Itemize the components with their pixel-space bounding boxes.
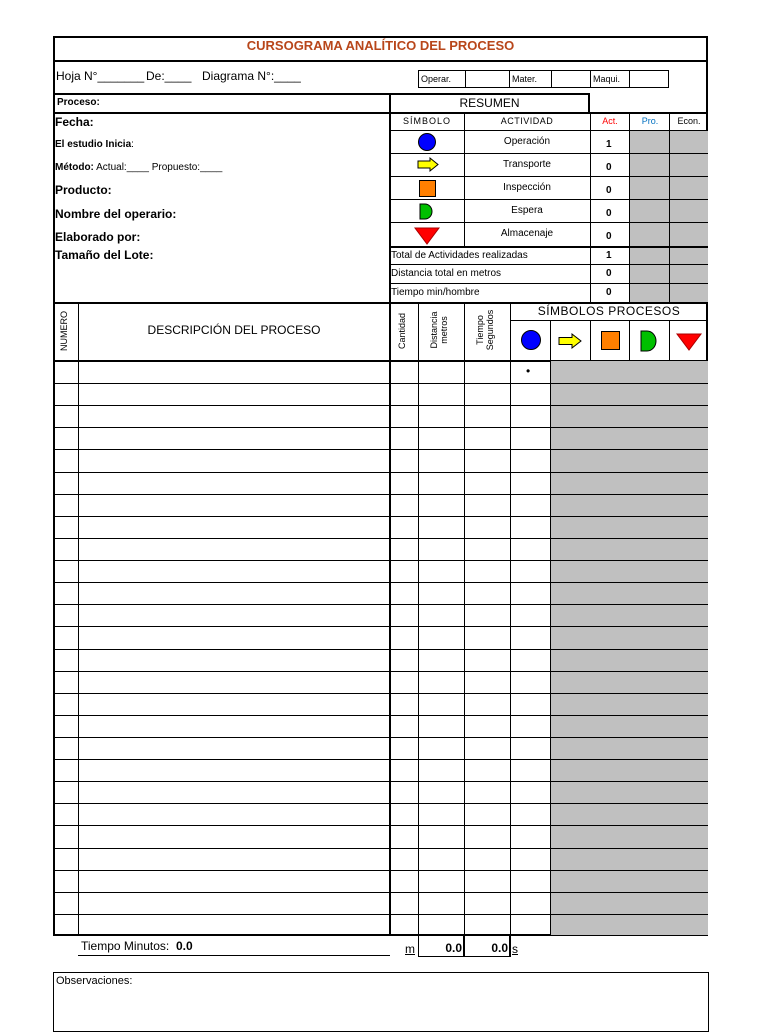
operar-value-box[interactable] bbox=[465, 70, 510, 88]
title-divider bbox=[53, 60, 708, 62]
footer-underline bbox=[418, 956, 510, 957]
distancia-total-label: Distancia total en metros bbox=[391, 268, 502, 279]
col-actividad: ACTIVIDAD bbox=[500, 116, 554, 126]
col-pro: Pro. bbox=[641, 116, 659, 126]
resumen-row-line bbox=[390, 246, 708, 248]
producto-label: Producto: bbox=[55, 183, 112, 197]
table-row bbox=[53, 803, 708, 804]
act-inspeccion: 0 bbox=[606, 185, 612, 196]
estudio-label: El estudio Inicia bbox=[55, 139, 132, 150]
square-icon bbox=[419, 180, 436, 197]
d-icon bbox=[640, 330, 658, 352]
table-row bbox=[53, 604, 708, 605]
table-row bbox=[53, 582, 708, 583]
col-simbolo: SÍMBOLO bbox=[402, 116, 451, 126]
hoja-label: Hoja N°_______ bbox=[56, 69, 145, 83]
tiempo-total-footer: 0.0 bbox=[491, 941, 508, 955]
d-icon bbox=[419, 203, 433, 220]
main-vertical-divider bbox=[389, 93, 391, 936]
fecha-label: Fecha: bbox=[55, 115, 94, 129]
de-label: De:____ bbox=[146, 69, 192, 83]
table-row bbox=[53, 671, 708, 672]
first-row-mark: • bbox=[526, 364, 531, 378]
simbolos-title: SÍMBOLOS PROCESOS bbox=[537, 304, 681, 318]
metodo-label: Método: bbox=[55, 162, 94, 173]
m-unit: m bbox=[405, 942, 415, 956]
col-econ: Econ. bbox=[677, 116, 701, 126]
estudio-row bbox=[55, 139, 134, 150]
total-actividades-label: Total de Actividades realizadas bbox=[391, 250, 528, 261]
resumen-row-line bbox=[390, 264, 708, 265]
table-row bbox=[53, 693, 708, 694]
square-icon bbox=[601, 331, 620, 350]
act-espera: 0 bbox=[606, 208, 612, 219]
mater-value-box[interactable] bbox=[551, 70, 591, 88]
table-row bbox=[53, 516, 708, 517]
footer-v3 bbox=[509, 936, 511, 957]
actividad-transporte: Transporte bbox=[503, 159, 551, 170]
footer-v1 bbox=[418, 936, 419, 957]
table-row bbox=[53, 383, 708, 384]
tiempo-total-label: Tiempo min/hombre bbox=[391, 287, 480, 298]
actividad-inspeccion: Inspección bbox=[503, 182, 551, 193]
actividad-espera: Espera bbox=[511, 205, 543, 216]
resumen-v2 bbox=[590, 112, 591, 302]
resumen-row-line bbox=[390, 176, 708, 177]
diagrama-label: Diagrama N°:____ bbox=[202, 69, 301, 83]
resumen-gray-split bbox=[669, 131, 670, 302]
col-line-distancia bbox=[464, 302, 465, 936]
col-numero: NUMERO bbox=[59, 311, 69, 351]
table-row bbox=[53, 427, 708, 428]
col-cantidad: Cantidad bbox=[397, 312, 407, 350]
table-row bbox=[53, 560, 708, 561]
resumen-row-line bbox=[390, 199, 708, 200]
table-row bbox=[53, 870, 708, 871]
table-row bbox=[53, 405, 708, 406]
circle-icon bbox=[521, 330, 541, 350]
act-almacenaje: 0 bbox=[606, 231, 612, 242]
table-row bbox=[53, 759, 708, 760]
table-row bbox=[53, 449, 708, 450]
metodo-options: Actual:____ Propuesto:____ bbox=[93, 162, 223, 173]
table-row bbox=[53, 825, 708, 826]
distancia-total-footer: 0.0 bbox=[445, 941, 462, 955]
act-transporte: 0 bbox=[606, 162, 612, 173]
table-row bbox=[53, 538, 708, 539]
col-line-numero bbox=[78, 302, 79, 936]
tiempo-minutos-value: 0.0 bbox=[175, 939, 193, 953]
resumen-row-line bbox=[390, 283, 708, 284]
total-actividades-value: 1 bbox=[606, 250, 612, 261]
maqui-value-box[interactable] bbox=[629, 70, 669, 88]
resumen-title: RESUMEN bbox=[459, 96, 520, 110]
proceso-label: Proceso: bbox=[57, 97, 100, 108]
metodo-row bbox=[55, 162, 222, 173]
col-line-tiempo bbox=[510, 302, 511, 936]
table-row bbox=[53, 781, 708, 782]
resumen-row-line bbox=[390, 222, 708, 223]
form-title: CURSOGRAMA ANALÍTICO DEL PROCESO bbox=[246, 38, 515, 53]
table-row bbox=[53, 626, 708, 627]
triangle-icon bbox=[676, 333, 702, 351]
resumen-row-line bbox=[390, 153, 708, 154]
proceso-divider bbox=[53, 112, 390, 114]
col-act: Act. bbox=[602, 116, 618, 126]
table-row bbox=[53, 892, 708, 893]
resumen-v1 bbox=[464, 112, 465, 246]
col-descripcion: DESCRIPCIÓN DEL PROCESO bbox=[147, 323, 321, 337]
operario-label: Nombre del operario: bbox=[55, 207, 177, 221]
arrow-icon bbox=[558, 333, 582, 349]
table-row bbox=[53, 649, 708, 650]
table-row bbox=[53, 848, 708, 849]
operar-label: Operar. bbox=[421, 74, 452, 84]
col-line-cantidad bbox=[418, 302, 419, 936]
maqui-label: Maqui. bbox=[593, 74, 621, 84]
header-divider bbox=[53, 93, 590, 95]
tiempo-minutos-row bbox=[81, 939, 193, 953]
simbolos-title-divider bbox=[510, 320, 708, 321]
tiempo-underline bbox=[78, 955, 390, 956]
tiempo-minutos-label: Tiempo Minutos: bbox=[81, 939, 170, 953]
s-unit: s bbox=[512, 942, 518, 956]
actividad-almacenaje: Almacenaje bbox=[500, 228, 554, 239]
col-distancia: Distancia metros bbox=[429, 311, 449, 349]
resumen-title-divider bbox=[390, 112, 708, 114]
table-row bbox=[53, 737, 708, 738]
observaciones-label: Observaciones: bbox=[56, 975, 133, 987]
lote-label: Tamaño del Lote: bbox=[55, 248, 154, 262]
circle-icon bbox=[418, 133, 436, 151]
table-row bbox=[53, 914, 708, 915]
col-tiempo: Tiempo Segundos bbox=[475, 309, 495, 351]
arrow-icon bbox=[417, 157, 439, 172]
elaborado-label: Elaborado por: bbox=[55, 230, 141, 244]
mater-label: Mater. bbox=[512, 74, 538, 84]
table-row bbox=[53, 472, 708, 473]
distancia-total-value: 0 bbox=[606, 268, 612, 279]
table-row bbox=[53, 715, 708, 716]
triangle-icon bbox=[414, 227, 440, 245]
observaciones-box[interactable] bbox=[53, 972, 709, 1032]
tiempo-total-value: 0 bbox=[606, 287, 612, 298]
act-operacion: 1 bbox=[606, 139, 612, 150]
actividad-operacion: Operación bbox=[503, 136, 551, 147]
estudio-colon: : bbox=[131, 139, 134, 150]
table-row bbox=[53, 494, 708, 495]
footer-v2 bbox=[463, 936, 465, 957]
